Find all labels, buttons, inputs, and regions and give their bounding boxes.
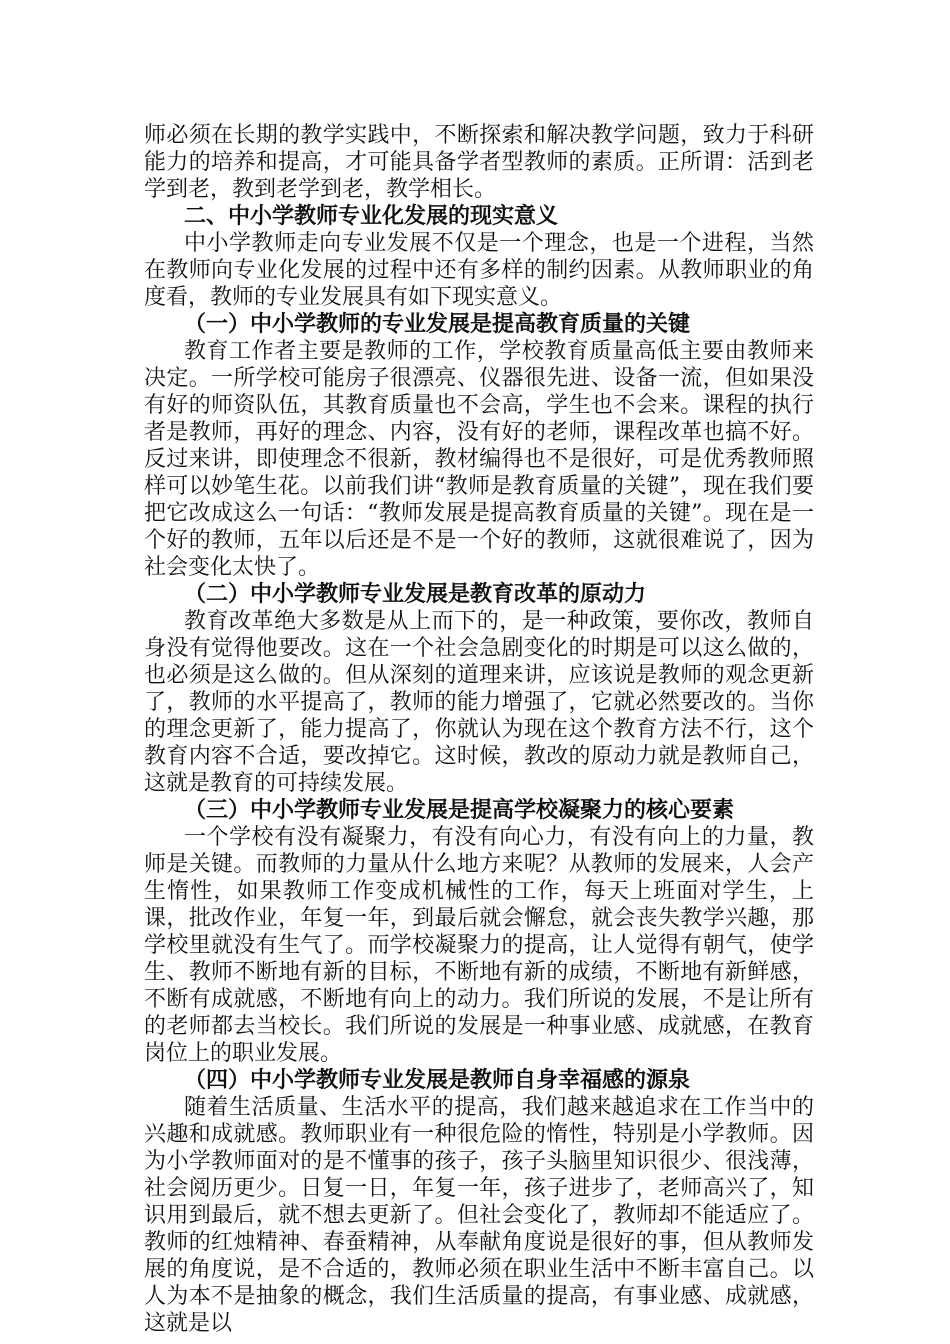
intro-paragraph: 师必须在长期的教学实践中，不断探索和解决教学问题，致力于科研能力的培养和提高，才可能具备学者型教师的素质。正所谓：活到老学到老，教到老学到老，教学相长。 (144, 123, 814, 202)
document-body (144, 122, 814, 1337)
subsection-heading-4: （四）中小学教师专业发展是教师自身幸福感的源泉 (184, 1067, 691, 1093)
subsection-paragraph-1: 教育工作者主要是教师的工作，学校教育质量高低主要由教师来决定。一所学校可能房子很漂亮、仪器很先进、设备一流，但如果没有好的师资队伍，其教育质量也不会高，学生也不会来。课程的执行者是教师，再好的理念、内容，没有好的老师，课程改革也搞不好。反过来讲，即使理念不很新，教材编得也不是很好，可是优秀教师照样可以妙笔生花。以前我们讲“教师是教育质量的关键”，现在我们要把它改成这么一句话：“教师发展是提高教育质量的关键”。现在是一个好的教师，五年以后还是不是一个好的教师，这就很难说了，因为社会变化太快了。 (144, 339, 814, 580)
section-intro-paragraph: 中小学教师走向专业发展不仅是一个理念，也是一个进程，当然在教师向专业化发展的过程中还有多样的制约因素。从教师职业的角度看，教师的专业发展具有如下现实意义。 (144, 231, 814, 310)
subsection-paragraph-4: 随着生活质量、生活水平的提高，我们越来越追求在工作当中的兴趣和成就感。教师职业有一种很危险的惰性，特别是小学教师。因为小学教师面对的是不懂事的孩子，孩子头脑里知识很少、很浅薄，社会阅历更少。日复一日，年复一年，孩子进步了，老师高兴了，知识用到最后，就不想去更新了。但社会变化了，教师却不能适应了。教师的红烛精神、春蚕精神，从奉献角度说是很好的事，但从教师发展的角度说，是不合适的，教师必须在职业生活中不断丰富自己。以人为本不是抽象的概念，我们生活质量的提高，有事业感、成就感，这就是以 (144, 1095, 814, 1336)
subsection-heading-2: （二）中小学教师专业发展是教育改革的原动力 (184, 581, 647, 607)
subsection-heading-1: （一）中小学教师的专业发展是提高教育质量的关键 (184, 311, 691, 337)
subsection-paragraph-3: 一个学校有没有凝聚力，有没有向心力，有没有向上的力量，教师是关键。而教师的力量从什么地方来呢？从教师的发展来，人会产生惰性，如果教师工作变成机械性的工作，每天上班面对学生，上课，批改作业，年复一年，到最后就会懈怠，就会丧失教学兴趣，那学校里就没有生气了。而学校凝聚力的提高，让人觉得有朝气，使学生、教师不断地有新的目标，不断地有新的成绩，不断地有新鲜感，不断有成就感，不断地有向上的动力。我们所说的发展，不是让所有的老师都去当校长。我们所说的发展是一种事业感、成就感，在教育岗位上的职业发展。 (144, 825, 814, 1066)
section-heading: 二、中小学教师专业化发展的现实意义 (184, 203, 559, 229)
subsection-heading-3: （三）中小学教师专业发展是提高学校凝聚力的核心要素 (184, 797, 735, 823)
subsection-paragraph-2: 教育改革绝大多数是从上而下的，是一种政策，要你改，教师自身没有觉得他要改。这在一个社会急剧变化的时期是可以这么做的，也必须是这么做的。但从深刻的道理来讲，应该说是教师的观念更新了，教师的水平提高了，教师的能力增强了，它就必然要改的。当你的理念更新了，能力提高了，你就认为现在这个教育方法不行，这个教育内容不合适，要改掉它。这时候，教改的原动力就是教师自己，这就是教育的可持续发展。 (144, 609, 814, 796)
